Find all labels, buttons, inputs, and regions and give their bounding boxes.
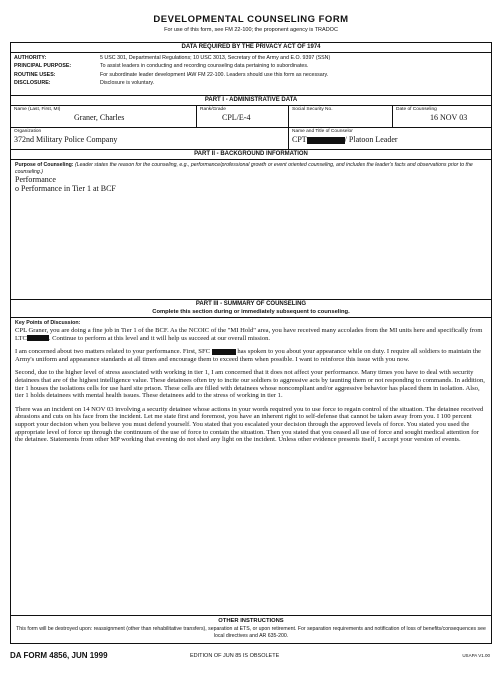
part3-heading-block [11, 300, 491, 318]
form-title: DEVELOPMENTAL COUNSELING FORM [153, 14, 349, 25]
rank-label: Rank/Grade [200, 107, 226, 112]
discussion-paragraph [15, 327, 487, 342]
privacy-key: AUTHORITY: [14, 55, 47, 61]
paragraph-text: I am concerned about two matters related to your performance. First, SFC [15, 348, 211, 356]
form-footer [10, 649, 492, 665]
purpose-line: o Performance in Tier 1 at BCF [15, 184, 116, 193]
name-cell [11, 106, 197, 127]
organization-label: Organization [14, 129, 42, 134]
name-label: Name (Last, First, MI) [14, 107, 61, 112]
part3-subheading: Complete this section during or immediately subsequent to counseling. [152, 309, 350, 315]
form-body [10, 42, 492, 644]
counselor-label: Name and Title of Counselor [292, 129, 353, 134]
date-label: Date of Counseling [396, 107, 437, 112]
redaction-bar [307, 137, 345, 144]
redaction-bar [27, 335, 49, 341]
other-instructions-text: This form will be destroyed upon: reassignment (other than rehabilitative transfers), separation at ETS, or upon retirement. For separation requirements and notification of loss of benefits/consequences see local directives and AR 635-200. [16, 626, 486, 639]
privacy-row-authority [14, 54, 488, 62]
rank-cell [197, 106, 289, 127]
privacy-act-block [11, 53, 491, 96]
purpose-of-counseling-block[interactable] [11, 160, 491, 300]
rank-field[interactable]: CPL/E-4 [222, 113, 251, 122]
date-field[interactable]: 16 NOV 03 [430, 113, 468, 122]
privacy-value: 5 USC 301, Departmental Regulations; 10 USC 3013, Secretary of the Army and E.O. 9397 (SSN) [100, 55, 331, 61]
counselor-field[interactable] [292, 135, 488, 145]
discussion-paragraph: There was an incident on 14 NOV 03 involving a security detainee whose actions in your words required you to use force to regain control of the situation. The detainee received abrasions and cuts on his face from the incident. Let me state first and foremost, you have an inherent right to self-defense that cannot be taken away from you. I 100 percent support your decision when you believe you must defend yourself. You stated that you escalated your decision through the approved levels of force. You stated you used the appropriate level of force up through the continuum of the use of force to contain the situation. Then you stated that you ceased all use of force and sought medical attention for the detainee. Statements from other MP working that evening do not shed any light on the incident. Unless other evidence presents itself, I accept your version of events. [15, 405, 484, 444]
counselor-title: / Platoon Leader [344, 135, 398, 144]
privacy-key: DISCLOSURE: [14, 80, 51, 87]
paragraph-text: CPL Graner, you are doing a fine job in Tier 1 of the BCF. As the NCOIC of the "MI Hold" area, you have received many accolades from the MI units here and specifically from LTC [15, 327, 483, 342]
redaction-bar [212, 349, 236, 355]
counselor-rank: CPT [292, 135, 307, 144]
privacy-row-disclosure [14, 79, 488, 87]
privacy-key: PRINCIPAL PURPOSE: [14, 63, 72, 70]
paragraph-text: has spoken to you about your appearance while on duty. I require all soldiers to maintain the Army's uniform and appearance standards at all times and encourage them to exceed them when possible. I want to reinforce this issue with you now. [15, 348, 481, 363]
other-instructions-heading: OTHER INSTRUCTIONS [218, 618, 284, 624]
part2-heading: PART II - BACKGROUND INFORMATION [11, 150, 491, 160]
admin-row-1 [11, 106, 491, 128]
key-points-block[interactable] [11, 318, 491, 616]
admin-row-2 [11, 128, 491, 150]
purpose-hint: (Leader states the reason for the counseling, e.g., performance/professional growth or event oriented counseling, and includes the leader's facts and observations prior to the counseling.) [15, 162, 473, 175]
privacy-act-heading: DATA REQUIRED BY THE PRIVACY ACT OF 1974 [11, 43, 491, 53]
other-instructions-block [11, 616, 491, 641]
privacy-row-purpose [14, 62, 488, 70]
purpose-line: Performance [15, 175, 56, 184]
paragraph-text: . Continue to perform at this level and it will help us succeed at our overall mission. [48, 334, 271, 342]
form-subtitle: For use of this form, see FM 22-100; the proponent agency is TRADOC [164, 27, 338, 33]
organization-field[interactable]: 372nd Military Police Company [14, 135, 118, 144]
privacy-value: To assist leaders in conducting and recording counseling data pertaining to subordinates. [100, 63, 309, 70]
purpose-label: Purpose of Counseling: [15, 162, 74, 168]
name-field[interactable]: Graner, Charles [74, 113, 125, 122]
form-number: DA FORM 4856, JUN 1999 [10, 651, 108, 660]
counseling-form-page [10, 6, 492, 670]
part1-heading: PART I - ADMINISTRATIVE DATA [11, 96, 491, 106]
discussion-paragraph [15, 348, 487, 363]
part3-heading: PART III - SUMMARY OF COUNSELING [195, 301, 307, 307]
ssn-label: Social Security No. [292, 107, 333, 112]
usapa-version: USAPA V1.00 [462, 653, 490, 658]
privacy-value: For subordinate leader development IAW FM 22-100. Leaders should use this form as necessary. [100, 71, 329, 78]
ssn-cell [289, 106, 393, 127]
counselor-cell [289, 128, 491, 149]
privacy-row-routine-uses [14, 71, 488, 79]
date-cell [393, 106, 491, 127]
privacy-key: ROUTINE USES: [14, 71, 56, 78]
organization-cell [11, 128, 289, 149]
purpose-label-line [15, 162, 487, 175]
privacy-value: Disclosure is voluntary. [100, 80, 155, 87]
key-points-label: Key Points of Discussion: [15, 320, 81, 326]
discussion-paragraph: Second, due to the higher level of stress associated with working in tier 1, I am concerned that it does not affect your performance. Many times you have to deal with security detainees that are of the highest intelligence value. These detainees often try to incite our soldiers to aggressive acts by taunting them or not responding to commands. In addition, tier 1 houses the isolations cells for use hard site prison. These cells are filled with detainees whose noncompliant and/or aggressive behavior has placed them in isolation. Also, tier 1 holds detainees with mental health issues. These detainees add to the stress of working in tier 1. [15, 369, 485, 400]
edition-notice: EDITION OF JUN 85 IS OBSOLETE [190, 653, 280, 659]
